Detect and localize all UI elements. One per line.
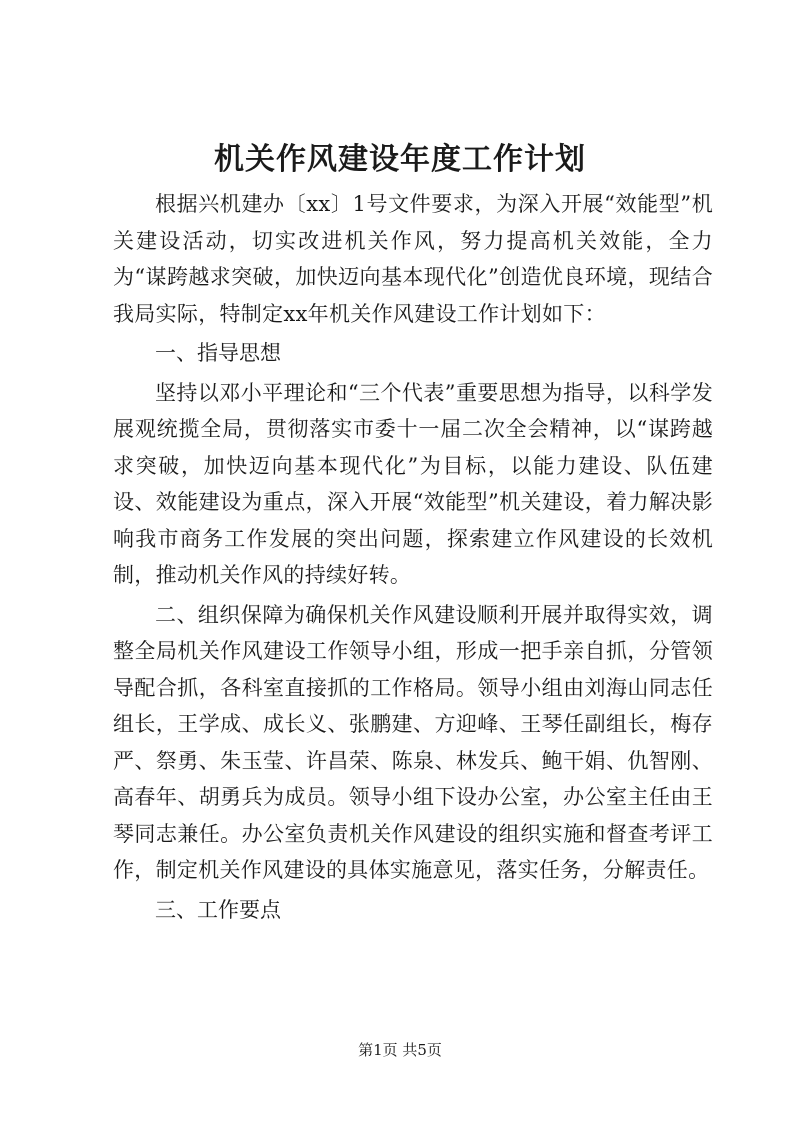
section-body-guiding-ideology: 坚持以邓小平理论和“三个代表”重要思想为指导，以科学发展观统揽全局，贯彻落实市委十一届二次全会精神，以“谋跨越求突破，加快迈向基本现代化”为目标，以能力建设、队伍建设、效能建设为重点，深入开展“效能型”机关建设，着力解决影响我市商务工作发展的突出问题，探索建立作风建设的长效机制，推动机关作风的持续好转。 bbox=[113, 380, 713, 587]
section-heading-guiding-ideology: 一、指导思想 bbox=[155, 341, 281, 365]
page-footer bbox=[0, 1040, 800, 1060]
page-indicator: 第1页 共5页 bbox=[358, 1041, 442, 1059]
document-body bbox=[113, 186, 713, 928]
section-heading-work-points: 三、工作要点 bbox=[155, 897, 281, 922]
section-body-organization: 二、组织保障为确保机关作风建设顺利开展并取得实效，调整全局机关作风建设工作领导小组，形成一把手亲自抓，分管领导配合抓，各科室直接抓的工作格局。领导小组由刘海山同志任组长，王学成、成长义、张鹏建、方迎峰、王琴任副组长，梅存严、祭勇、朱玉莹、许昌荣、陈泉、林发兵、鲍干娟、仇智刚、高春年、胡勇兵为成员。领导小组下设办公室，办公室主任由王琴同志兼任。办公室负责机关作风建设的组织实施和督查考评工作，制定机关作风建设的具体实施意见，落实任务，分解责任。 bbox=[113, 602, 713, 882]
intro-paragraph: 根据兴机建办〔xx〕1号文件要求，为深入开展“效能型”机关建设活动，切实改进机关作风，努力提高机关效能，全力为“谋跨越求突破，加快迈向基本现代化”创造优良环境，现结合我局实际，特制定xx年机关作风建设工作计划如下： bbox=[113, 192, 713, 326]
document-title: 机关作风建设年度工作计划 bbox=[214, 142, 586, 177]
